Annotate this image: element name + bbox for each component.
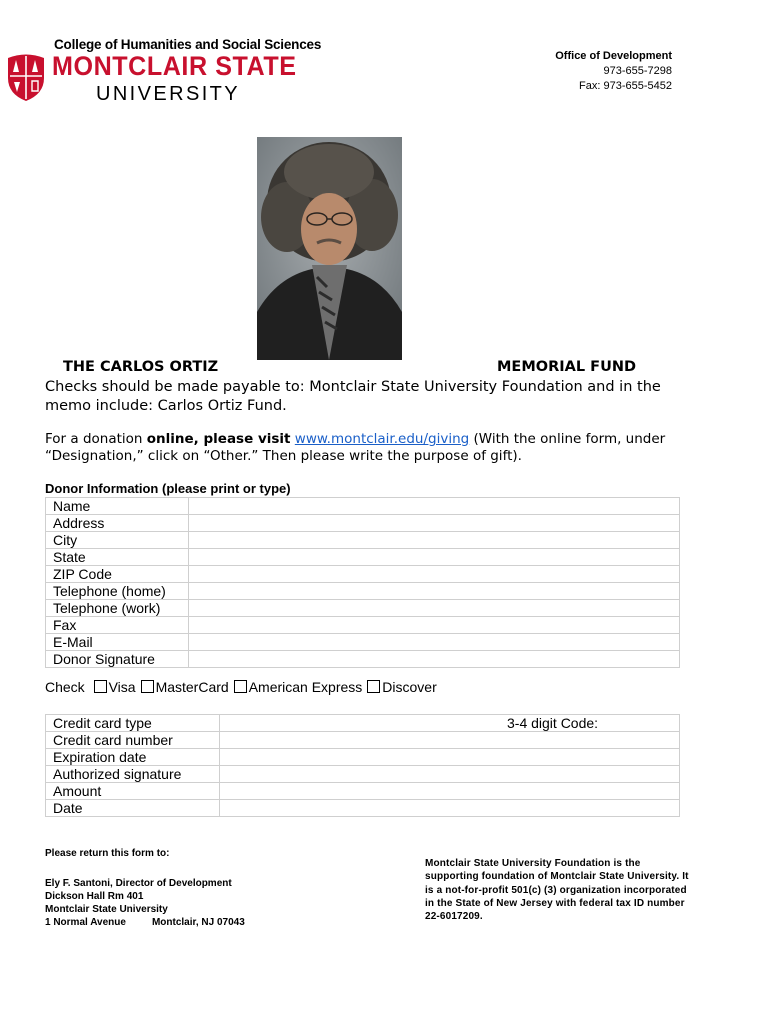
donation-bold: online, please visit [146,431,291,447]
donor-row [46,498,680,515]
credit-card-field-label: Amount [46,783,220,800]
university-shield-icon [6,52,46,102]
discover-checkbox[interactable] [367,680,380,693]
security-code-label: 3-4 digit Code: [507,715,599,731]
giving-link[interactable]: www.montclair.edu/giving [294,431,470,447]
donation-intro: For a donation [45,431,147,447]
donor-field-label: Address [46,515,189,532]
return-room: Dickson Hall Rm 401 [45,891,144,902]
discover-label: Discover [382,679,437,695]
university-wordmark: MONTCLAIR STATE [52,51,297,81]
credit-card-row [46,766,680,783]
university-wordmark-sub: UNIVERSITY [96,83,241,105]
credit-card-row [46,783,680,800]
online-donation-instructions [45,431,735,465]
donor-field-input[interactable] [189,549,680,566]
donor-field-label: Donor Signature [46,651,189,668]
donor-field-label: Telephone (work) [46,600,189,617]
donor-row [46,515,680,532]
checks-line-1: Checks should be made payable to: Montclair State University Foundation and in the [45,379,661,395]
credit-card-field-label: Authorized signature [46,766,220,783]
credit-card-field-label: Date [46,800,220,817]
portrait-photo [257,137,402,360]
fund-title-right: MEMORIAL FUND [497,359,637,375]
donor-field-input[interactable] [189,515,680,532]
check-label: Check [45,679,89,695]
office-phone: 973-655-7298 [603,65,672,77]
credit-card-field-label: Expiration date [46,749,220,766]
credit-card-field-input[interactable] [220,783,680,800]
visa-checkbox[interactable] [94,680,107,693]
return-label: Please return this form to: [45,848,170,859]
credit-card-field-label: Credit card number [46,732,220,749]
return-city: Montclair, NJ 07043 [151,917,245,928]
donor-field-input[interactable] [189,651,680,668]
donor-field-input[interactable] [189,634,680,651]
foundation-line-1: Montclair State University Foundation is the [425,858,641,869]
credit-card-field-input[interactable] [220,800,680,817]
credit-card-row [46,800,680,817]
mastercard-checkbox[interactable] [141,680,154,693]
donor-info-heading: Donor Information (please print or type) [45,481,291,496]
donor-row [46,566,680,583]
credit-card-row [46,749,680,766]
foundation-line-4: in the State of New Jersey with federal tax ID number [425,897,685,909]
donor-field-label: Telephone (home) [46,583,189,600]
amex-checkbox[interactable] [234,680,247,693]
donor-field-input[interactable] [189,566,680,583]
return-street: 1 Normal Avenue [45,917,126,928]
donor-field-label: State [46,549,189,566]
donation-line-2: “Designation,” click on “Other.” Then please write the purpose of gift). [45,448,522,464]
credit-card-field-input[interactable] [220,766,680,783]
donor-row [46,617,680,634]
foundation-line-2: supporting foundation of Montclair State University. It [425,871,689,883]
donor-field-label: Name [46,498,189,515]
donor-row [46,532,680,549]
donor-row [46,583,680,600]
donor-field-input[interactable] [189,532,680,549]
foundation-note [425,857,725,923]
donation-tail: (With the online form, under [469,431,666,447]
visa-label: Visa [108,679,136,695]
credit-card-row [46,732,680,749]
donor-field-input[interactable] [189,583,680,600]
credit-card-field-input[interactable] [220,732,680,749]
office-title: Office of Development [555,50,672,62]
donor-field-input[interactable] [189,617,680,634]
donor-row [46,600,680,617]
return-name: Ely F. Santoni, Director of Development [45,878,232,889]
credit-card-field-label: Credit card type [46,715,220,732]
donor-row [46,634,680,651]
office-fax: Fax: 973-655-5452 [579,80,672,92]
foundation-line-3: is a not-for-profit 501(c) (3) organization incorporated [425,884,687,896]
office-contact [555,49,672,94]
checks-instructions [45,378,735,416]
donor-info-table [45,497,680,668]
credit-card-table [45,714,680,817]
donor-field-input[interactable] [189,600,680,617]
donor-field-input[interactable] [189,498,680,515]
college-name: College of Humanities and Social Sciences [54,37,322,52]
return-address [45,847,245,929]
payment-method-row [45,679,437,695]
fund-title-left: THE CARLOS ORTIZ [63,359,219,375]
return-street-city [45,916,245,929]
donor-field-label: ZIP Code [46,566,189,583]
donation-line-1 [45,431,735,448]
mastercard-label: MasterCard [155,679,229,695]
donor-field-label: E-Mail [46,634,189,651]
return-university: Montclair State University [45,904,168,915]
credit-card-field-input[interactable] [220,749,680,766]
donor-row [46,651,680,668]
credit-card-row [46,715,680,732]
checks-line-2: memo include: Carlos Ortiz Fund. [45,398,287,414]
credit-card-field-input[interactable] [220,715,680,732]
amex-label: American Express [248,679,363,695]
donor-row [46,549,680,566]
foundation-line-5: 22-6017209. [425,911,483,923]
donor-field-label: City [46,532,189,549]
donor-field-label: Fax [46,617,189,634]
